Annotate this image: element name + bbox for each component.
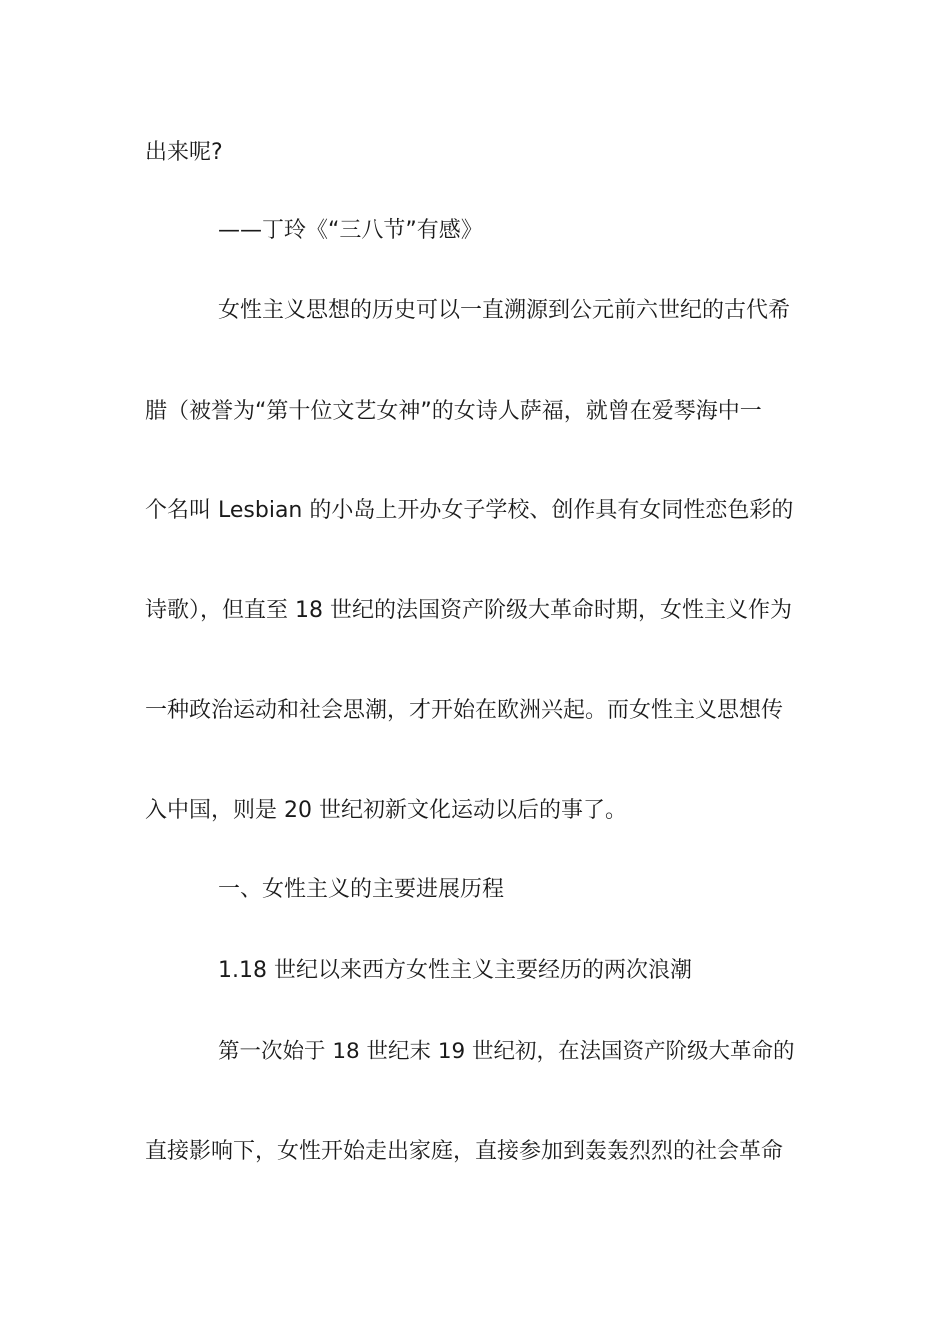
paragraph-line: 直接影响下，女性开始走出家庭，直接参加到轰轰烈烈的社会革命	[145, 1139, 784, 1164]
paragraph-line: 诗歌），但直至 18 世纪的法国资产阶级大革命时期，女性主义作为	[145, 598, 792, 623]
text-line-continuation: 出来呢?	[145, 140, 223, 165]
section-heading: 一、女性主义的主要进展历程	[218, 877, 505, 902]
paragraph-line: 入中国，则是 20 世纪初新文化运动以后的事了。	[145, 798, 627, 823]
paragraph-line: 第一次始于 18 世纪末 19 世纪初，在法国资产阶级大革命的	[218, 1039, 795, 1064]
paragraph-line: 个名叫 Lesbian 的小岛上开办女子学校、创作具有女同性恋色彩的	[145, 498, 794, 523]
paragraph-line: 女性主义思想的历史可以一直溯源到公元前六世纪的古代希	[218, 298, 791, 323]
paragraph-line: 腊（被誉为“第十位文艺女神”的女诗人萨福，就曾在爱琴海中一	[145, 399, 762, 424]
subsection-heading: 1.18 世纪以来西方女性主义主要经历的两次浪潮	[218, 958, 692, 983]
paragraph-line: 一种政治运动和社会思潮，才开始在欧洲兴起。而女性主义思想传	[145, 698, 784, 723]
quote-attribution: ——丁玲《“三八节”有感》	[218, 218, 483, 243]
